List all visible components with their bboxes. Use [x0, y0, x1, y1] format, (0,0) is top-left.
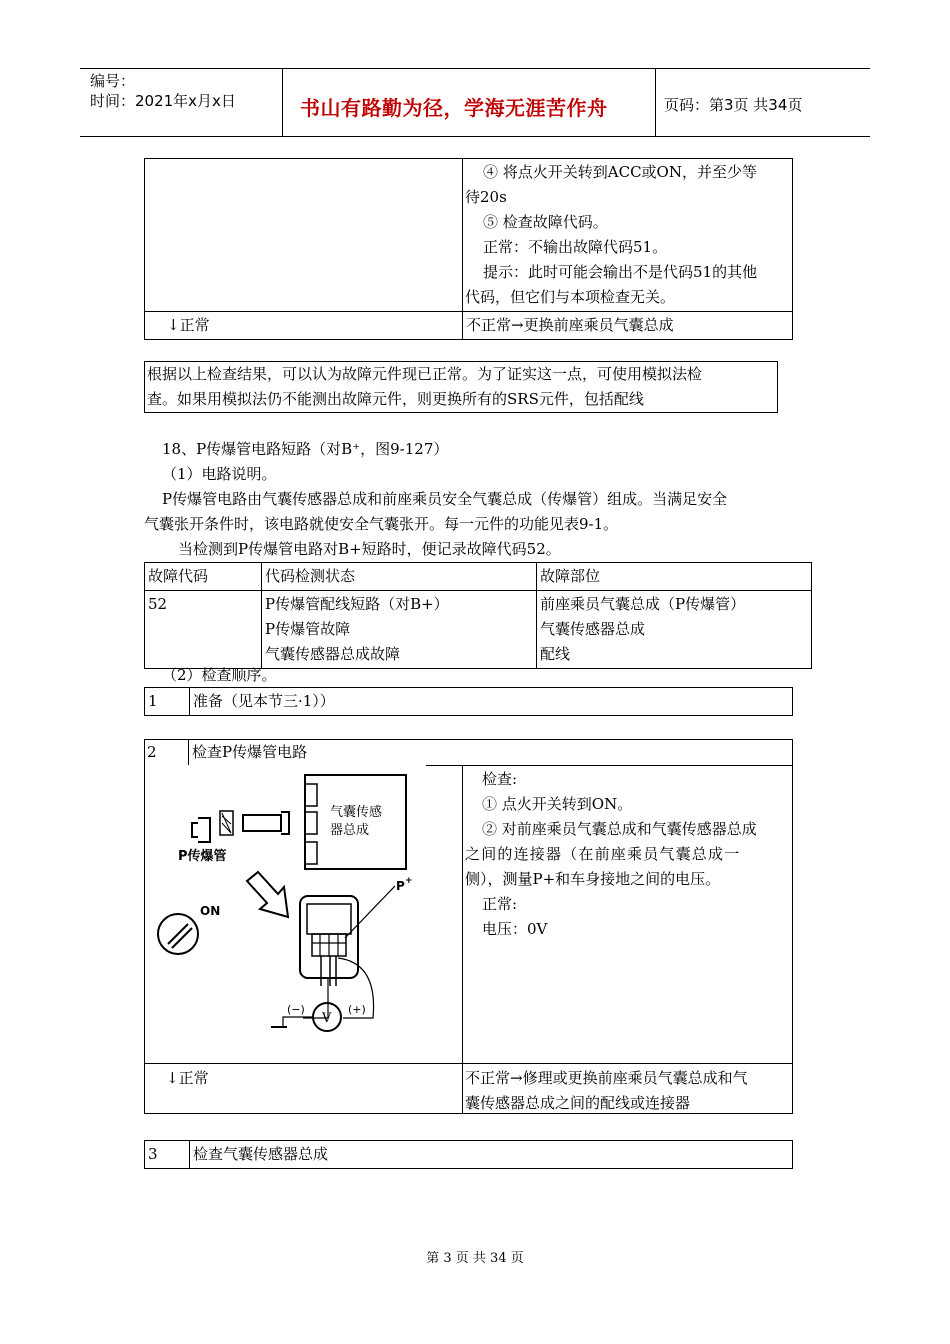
header-divider-2: [655, 68, 656, 136]
dtc-conditions: [262, 591, 537, 669]
step-title: 检查P传爆管电路: [192, 743, 308, 761]
down-arrow-icon: [247, 872, 288, 917]
normal-result: ↓正常: [166, 1069, 209, 1087]
instruction-line: 待20s: [465, 188, 507, 206]
step-number: 1: [145, 688, 190, 716]
step2-result-divider: [144, 1063, 793, 1064]
subsection-circuit: （1）电路说明。: [162, 465, 277, 483]
step2-middle-divider: [462, 765, 463, 1113]
dtc-condition: P传爆管配线短路（对B+）: [265, 595, 449, 613]
header-bottom-rule: [80, 136, 870, 137]
normal-result-cell: [145, 312, 463, 340]
dtc-condition: 气囊传感器总成故障: [265, 645, 401, 663]
dtc-header: 故障代码: [145, 563, 262, 591]
step-number: 2: [147, 743, 157, 761]
dtc-header: 代码检测状态: [262, 563, 537, 591]
on-label: ON: [200, 904, 221, 918]
squib-plug: [192, 818, 210, 842]
check-line: ② 对前座乘员气囊总成和气囊传感器总成: [482, 820, 757, 838]
step-title: 检查气囊传感器总成: [190, 1141, 793, 1169]
header-top-rule: [80, 68, 870, 69]
dtc-locations: [537, 591, 812, 669]
check-line: ① 点火开关转到ON。: [482, 795, 633, 813]
abnormal-result: 囊传感器总成之间的配线或连接器: [465, 1094, 691, 1112]
note-line: 根据以上检查结果，可以认为故障元件现已正常。为了证实这一点，可使用模拟法检: [147, 365, 703, 383]
note-box: [144, 361, 778, 413]
check-line: 电压：0V: [482, 920, 548, 938]
instruction-line: ⑤ 检查故障代码。: [483, 213, 608, 231]
header-motto: 书山有路勤为径，学海无涯苦作舟: [300, 96, 608, 120]
step-table-left-cell: [145, 159, 463, 312]
header-divider-1: [282, 68, 283, 136]
pplus-sup: +: [405, 876, 413, 886]
airbag-sensor-box: [305, 775, 406, 869]
check-line: 检查:: [482, 770, 518, 788]
dtc-location: 前座乘员气囊总成（P传爆管）: [540, 595, 746, 613]
step-number: 3: [145, 1141, 190, 1169]
subsection-sequence: （2）检查顺序。: [162, 666, 277, 684]
meter-label: V: [322, 1011, 332, 1026]
paragraph-line: 气囊张开条件时，该电路就使安全气囊张开。每一元件的功能见表9-1。: [144, 515, 619, 533]
dtc-location: 气囊传感器总成: [540, 620, 646, 638]
step-table-right-cell: [463, 159, 793, 312]
abnormal-result: 不正常→修理或更换前座乘员气囊总成和气: [465, 1069, 748, 1087]
plus-label: (+): [348, 1003, 366, 1016]
dtc-code: 52: [145, 591, 262, 669]
check-line: 正常:: [482, 895, 518, 913]
step2-border-right: [792, 739, 793, 1114]
minus-label: (−): [287, 1003, 305, 1016]
step2-border-left: [144, 739, 145, 1114]
page-footer: 第 3 页 共 34 页: [426, 1251, 524, 1266]
check-line: 之间的连接器（在前座乘员气囊总成一: [465, 845, 741, 863]
dtc-condition: P传爆管故障: [265, 620, 351, 638]
note-line: 查。如果用模拟法仍不能测出故障元件，则更换所有的SRS元件，包括配线: [147, 390, 644, 408]
step-title: 准备（见本节三·1））: [190, 688, 793, 716]
pplus-label: P: [396, 879, 405, 893]
header-time: 时间：2021年x月x日: [90, 92, 236, 110]
instruction-line: ④ 将点火开关转到ACC或ON，并至少等: [483, 163, 757, 181]
step-1: [144, 687, 793, 716]
instruction-line: 正常：不输出故障代码51。: [483, 238, 668, 256]
p-squib-circuit-diagram: [150, 768, 455, 1058]
instruction-line: 提示：此时可能会输出不是代码51的其他: [483, 263, 758, 281]
check-line: 侧），测量P+和车身接地之间的电压。: [465, 870, 721, 888]
abnormal-result: 不正常→更换前座乘员气囊总成: [466, 316, 674, 334]
step2-title-underline: [426, 765, 793, 766]
sensor-label: 气囊传感: [330, 805, 383, 820]
step-3: [144, 1140, 793, 1169]
normal-result: ↓正常: [167, 316, 210, 334]
dtc-header: 故障部位: [537, 563, 812, 591]
step-table-continued: [144, 158, 793, 340]
paragraph-line: P传爆管电路由气囊传感器总成和前座乘员安全气囊总成（传爆管）组成。当满足安全: [162, 490, 728, 508]
step2-num-divider: [188, 739, 189, 765]
dtc-table: [144, 562, 812, 669]
sensor-label: 器总成: [330, 823, 370, 838]
squib-label: P传爆管: [178, 849, 227, 864]
paragraph-line: 当检测到P传爆管电路对B+短路时，便记录故障代码52。: [178, 540, 561, 558]
header-page: 页码：第3页 共34页: [664, 96, 803, 114]
instruction-line: 代码，但它们与本项检查无关。: [465, 288, 676, 306]
dtc-location: 配线: [540, 645, 571, 663]
abnormal-result-cell: [463, 312, 793, 340]
section-title: 18、P传爆管电路短路（对B⁺，图9-127）: [162, 440, 449, 458]
header-number: 编号：: [90, 72, 136, 90]
